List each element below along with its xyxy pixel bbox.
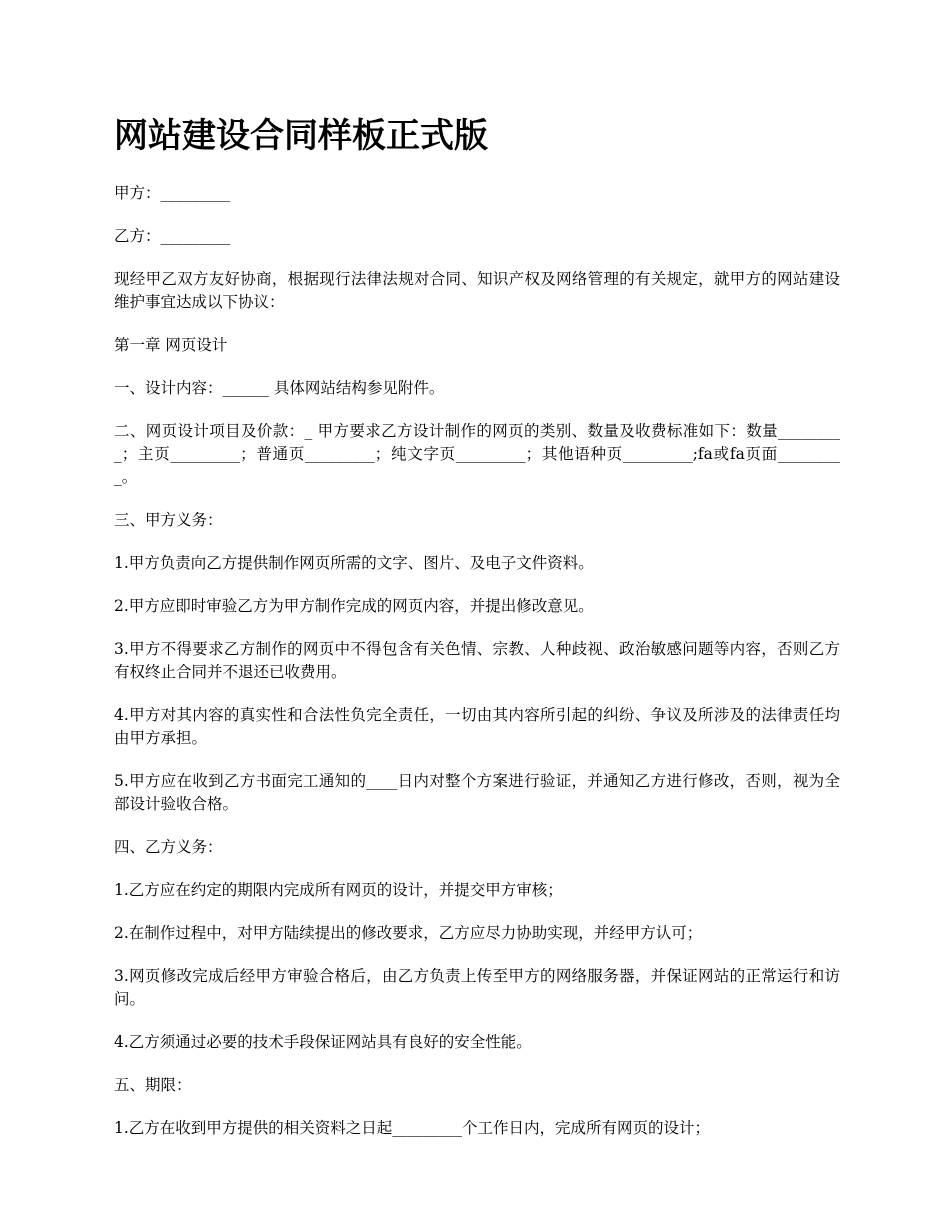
section-party-b-obligations-heading: 四、乙方义务：: [114, 838, 223, 856]
section-design-content: 一、设计内容：______ 具体网站结构参见附件。: [114, 379, 445, 397]
section-party-a-obligations-heading: 三、甲方义务：: [114, 511, 223, 529]
document-title: 网站建设合同样板正式版: [114, 116, 488, 156]
party-b-obligation-item: 3.网页修改完成后经甲方审验合格后，由乙方负责上传至甲方的网络服务器，并保证网站的正常运行和访问。: [114, 967, 840, 1008]
party-a-obligation-item: 2.甲方应即时审验乙方为甲方制作完成的网页内容，并提出修改意见。: [114, 597, 594, 615]
section-design-items-pricing: 二、网页设计项目及价款：_ 甲方要求乙方设计制作的网页的类别、数量及收费标准如下：数量_________；主页_________；普通页_________；纯文字页_________；其他语种页_________;fa或fa页面_________。: [114, 422, 840, 486]
term-item: 1.乙方在收到甲方提供的相关资料之日起_________个工作日内，完成所有网页的设计；: [114, 1119, 711, 1137]
section-term-heading: 五、期限：: [114, 1076, 192, 1094]
party-a-line: 甲方：_________: [114, 184, 231, 202]
party-a-obligation-item: 1.甲方负责向乙方提供制作网页所需的文字、图片、及电子文件资料。: [114, 554, 594, 572]
party-b-line: 乙方：_________: [114, 227, 231, 245]
party-b-obligation-item: 4.乙方须通过必要的技术手段保证网站具有良好的安全性能。: [114, 1033, 532, 1051]
chapter-heading: 第一章 网页设计: [114, 336, 228, 354]
party-a-obligation-item: 3.甲方不得要求乙方制作的网页中不得包含有关色情、宗教、人种歧视、政治敏感问题等内容，否则乙方有权终止合同并不退还已收费用。: [114, 640, 840, 681]
party-b-obligation-item: 2.在制作过程中，对甲方陆续提出的修改要求，乙方应尽力协助实现，并经甲方认可；: [114, 924, 703, 942]
party-a-obligation-item: 4.甲方对其内容的真实性和合法性负完全责任，一切由其内容所引起的纠纷、争议及所涉及的法律责任均由甲方承担。: [114, 706, 840, 747]
preamble-paragraph: 现经甲乙双方友好协商，根据现行法律法规对合同、知识产权及网络管理的有关规定，就甲方的网站建设维护事宜达成以下协议：: [114, 270, 840, 311]
party-b-obligation-item: 1.乙方应在约定的期限内完成所有网页的设计，并提交甲方审核；: [114, 881, 563, 899]
document-body: [114, 182, 840, 1160]
party-a-obligation-item: 5.甲方应在收到乙方书面完工通知的____日内对整个方案进行验证，并通知乙方进行修改，否则，视为全部设计验收合格。: [114, 772, 840, 813]
